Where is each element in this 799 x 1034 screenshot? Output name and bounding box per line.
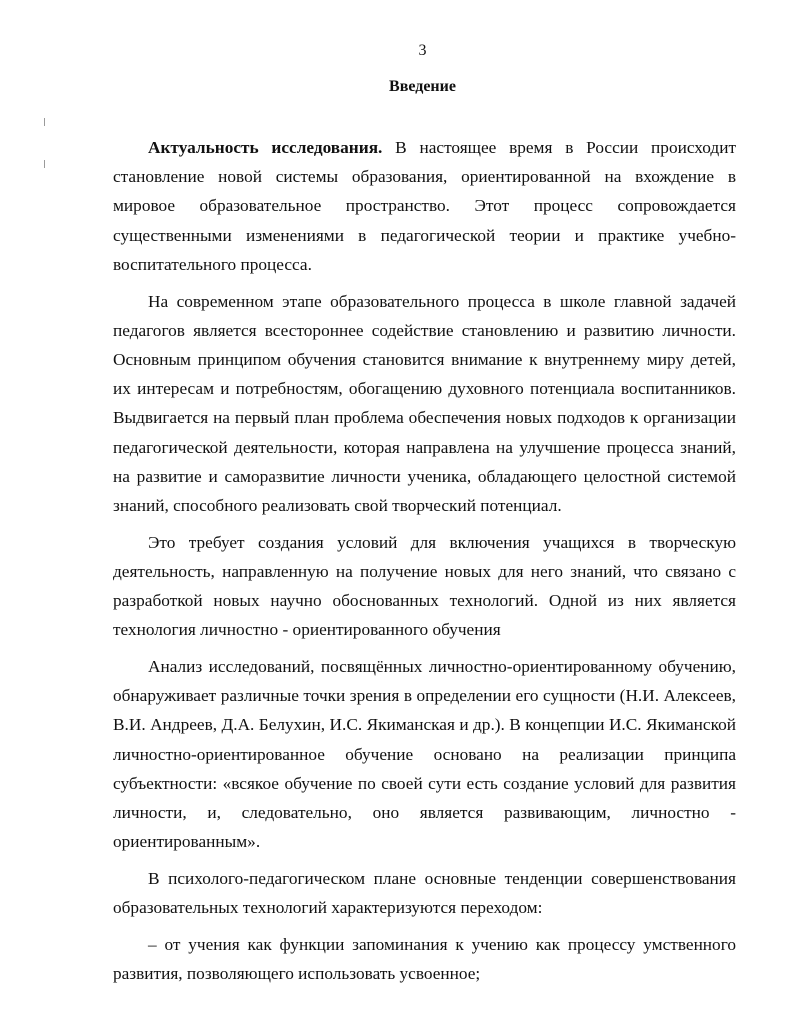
body-text: [113, 133, 736, 996]
paragraph-text: На современном этапе образовательного процесса в школе главной задачей педагогов является всестороннее содействие становлению и развитию личности. Основным принципом обучения становится внимание к внутреннему миру детей, их интересам и потребностям, обогащению духовного потенциала воспитанников. Выдвигается на первый план проблема обеспечения новых подходов к организации педагогической деятельности, которая направлена на улучшение процесса знаний, на развитие и саморазвитие личности ученика, обладающего целостной системой знаний, способного реализовать свой творческий потенциал.: [113, 291, 736, 515]
paragraph-text: В психолого-педагогическом плане основные тенденции совершенствования образовательных технологий характеризуются переходом:: [113, 868, 736, 918]
paragraph: [113, 652, 736, 856]
paragraph-text: – от учения как функции запоминания к учению как процессу умственного развития, позволяющего использовать усвоенное;: [113, 934, 736, 983]
margin-mark: [44, 160, 45, 168]
paragraph-list-item: [113, 930, 736, 988]
paragraph-lead: Актуальность исследования.: [148, 138, 383, 157]
paragraph-text: Это требует создания условий для включения учащихся в творческую деятельность, направленную на получение новых для него знаний, что связано с разработкой новых научно обоснованных технологий. Одной из них является технология личностно - ориентированного обучения: [113, 532, 736, 640]
paragraph: [113, 528, 736, 645]
paragraph-text: В настоящее время в России происходит становление новой системы образования, ориентированной на вхождение в мировое образовательное пространство. Этот процесс сопровождается существенными изменениями в педагогической теории и практике учебно-воспитательного процесса.: [113, 138, 736, 274]
paragraph: [113, 287, 736, 521]
section-heading: Введение: [389, 78, 456, 95]
paragraph-relevance: [113, 133, 736, 279]
paragraph: [113, 864, 736, 922]
margin-mark: [44, 118, 45, 126]
page-number: 3: [418, 42, 427, 59]
paragraph-text: Анализ исследований, посвящённых личностно-ориентированному обучению, обнаруживает различные точки зрения в определении его сущности (Н.И. Алексеев, В.И. Андреев, Д.А. Белухин, И.С. Якиманская и др.). В концепции И.С. Якиманской личностно-ориентированное обучение основано на реализации принципа субъектности: «всякое обучение по своей сути есть создание условий для развития личности, и, следовательно, оно является развивающим, личностно - ориентированным».: [113, 656, 736, 852]
